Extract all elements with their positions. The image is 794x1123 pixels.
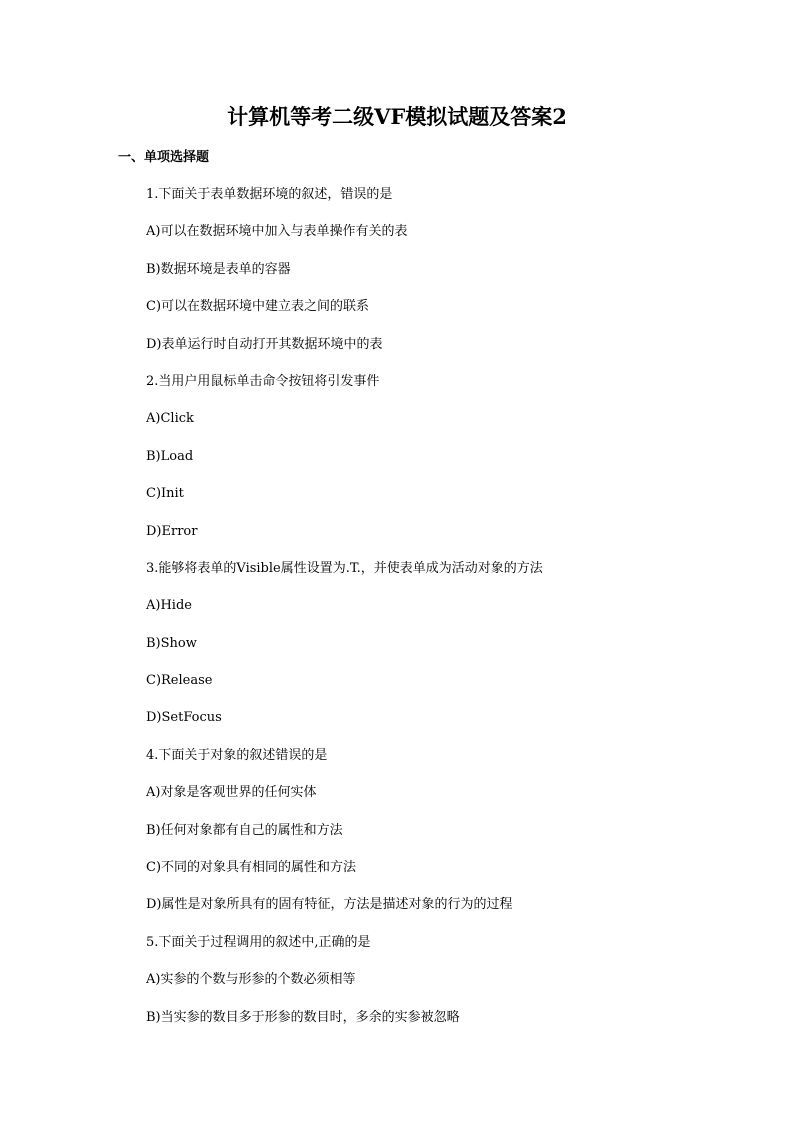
question-text: 3.能够将表单的Visible属性设置为.T.，并使表单成为活动对象的方法 [146, 560, 543, 576]
option-text: D)属性是对象所具有的固有特征，方法是描述对象的行为的过程 [146, 897, 513, 913]
question-text: 2.当用户用鼠标单击命令按钮将引发事件 [146, 373, 380, 389]
option-text: B)数据环境是表单的容器 [146, 261, 291, 277]
option-text: D)SetFocus [146, 710, 222, 726]
option-text: B)当实参的数目多于形参的数目时，多余的实参被忽略 [146, 1009, 460, 1025]
question-text: 4.下面关于对象的叙述错误的是 [146, 747, 328, 763]
option-text: C)可以在数据环境中建立表之间的联系 [146, 299, 370, 315]
option-text: A)Click [146, 411, 194, 427]
option-text: C)不同的对象具有相同的属性和方法 [146, 860, 357, 876]
option-text: C)Release [146, 673, 213, 689]
option-text: D)表单运行时自动打开其数据环境中的表 [146, 336, 383, 352]
option-text: A)Hide [146, 598, 192, 614]
question-text: 1.下面关于表单数据环境的叙述，错误的是 [146, 187, 393, 202]
section-heading: 一、单项选择题 [118, 150, 210, 165]
option-text: B)Show [146, 635, 197, 651]
option-text: A)对象是客观世界的任何实体 [146, 785, 317, 801]
option-text: A)可以在数据环境中加入与表单操作有关的表 [146, 224, 408, 240]
question-text: 5.下面关于过程调用的叙述中,正确的是 [146, 934, 371, 950]
option-text: D)Error [146, 523, 198, 539]
option-text: C)Init [146, 486, 184, 502]
option-text: A)实参的个数与形参的个数必须相等 [146, 972, 356, 988]
option-text: B)Load [146, 448, 194, 464]
question-list [146, 185, 766, 1045]
option-text: B)任何对象都有自己的属性和方法 [146, 822, 343, 838]
page-title: 计算机等考二级VF模拟试题及答案2 [227, 104, 567, 129]
